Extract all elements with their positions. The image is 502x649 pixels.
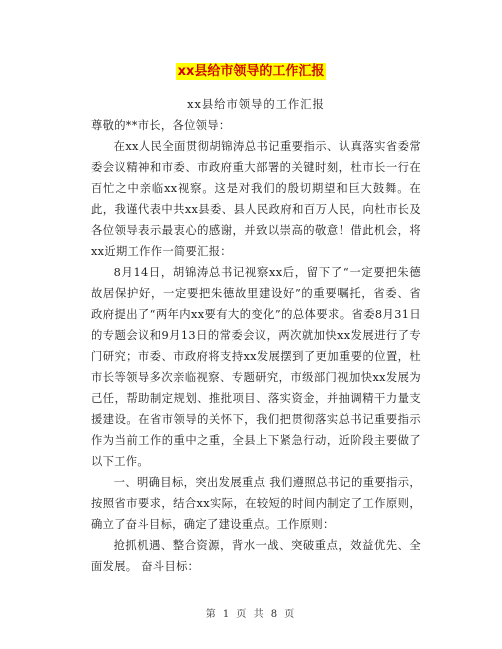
- document-title: xx县给市领导的工作汇报: [177, 64, 325, 79]
- page-number-footer: 第 1 页 共 8 页: [205, 609, 297, 620]
- document-subtitle: xx县给市领导的工作汇报: [187, 98, 325, 111]
- paragraph: 在xx人民全面贯彻胡锦涛总书记重要指示、认真落实省委常委会议精神和市委、市政府重大部署的关键时刻，杜市长一行在百忙之中亲临xx视察。这是对我们的殷切期望和巨大鼓舞。在此，我谨代表中共xx县委、县人民政府和百万人民，向杜市长及各位领导表示最衷心的感谢，并致以崇高的敬意！借此机会，将xx近期工作作一简要汇报：: [91, 140, 421, 258]
- document-body: [91, 94, 421, 577]
- paragraph: 一、明确目标，突出发展重点 我们遵照总书记的重要指示，按照省市要求，结合xx实际，在较短的时间内制定了工作原则，确立了奋斗目标，确定了建设重点。工作原则：: [91, 476, 421, 531]
- paragraph: 抢抓机遇、整合资源，背水一战、突破重点，效益优先、全面发展。 奋斗目标：: [91, 539, 421, 573]
- paragraph: 8月14日，胡锦涛总书记视察xx后，留下了“一定要把朱德故居保护好，一定要把朱德故里建设好”的重要嘱托，省委、省政府提出了“两年内xx要有大的变化”的总体要求。省委8月31日的专题会议和9月13日的常委会议，两次就加快xx发展进行了专门研究；市委、市政府将支持xx发展摆到了更加重要的位置，杜市长等领导多次亲临视察、专题研究，市级部门视加快xx发展为己任，帮助制定规划、推批项目、落实资金，并抽调精干力量支援建设。在省市领导的关怀下，我们把贯彻落实总书记重要指示作为当前工作的重中之重，全县上下紧急行动，近阶段主要做了以下工作。: [91, 266, 421, 468]
- salutation: 尊敬的**市长，各位领导：: [91, 119, 231, 132]
- title-container: [0, 60, 502, 80]
